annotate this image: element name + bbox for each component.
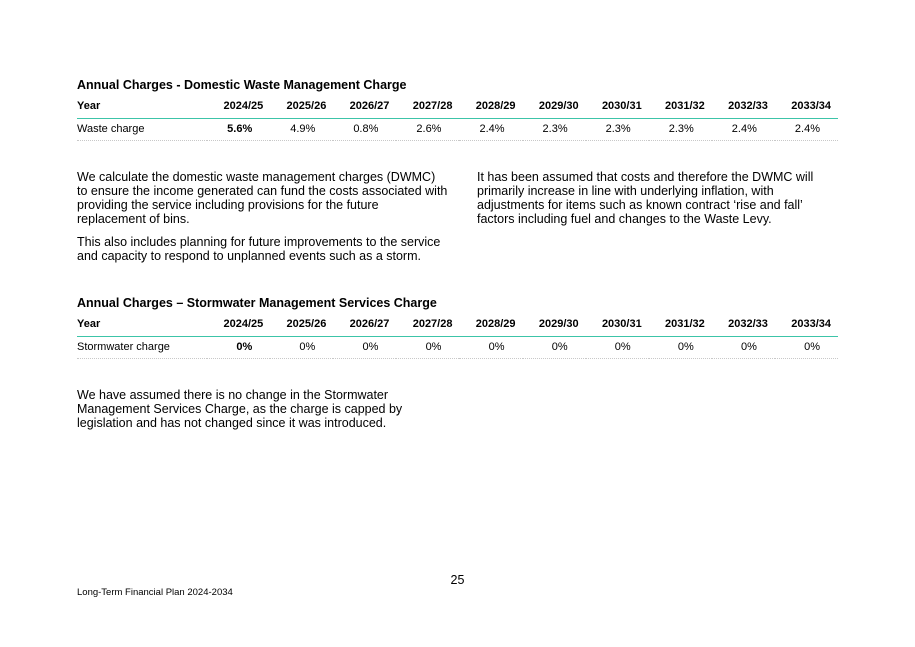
value-cell: 2.6%	[396, 118, 459, 140]
table-header-row	[77, 95, 838, 118]
year-cell: 2032/33	[712, 95, 775, 118]
value-cell: 0%	[459, 336, 522, 358]
year-cell: 2026/27	[333, 95, 396, 118]
table-row	[77, 118, 838, 140]
row-label: Stormwater charge	[77, 336, 207, 358]
year-cell: 2032/33	[712, 313, 775, 336]
year-cell: 2027/28	[396, 95, 459, 118]
year-cell: 2029/30	[523, 95, 586, 118]
year-header: Year	[77, 95, 207, 118]
value-cell: 0%	[207, 336, 270, 358]
table-row	[77, 336, 838, 358]
value-cell: 0%	[396, 336, 459, 358]
value-cell: 0%	[775, 336, 838, 358]
year-cell: 2025/26	[270, 313, 333, 336]
year-cell: 2028/29	[459, 313, 522, 336]
year-cell: 2024/25	[207, 95, 270, 118]
year-cell: 2029/30	[523, 313, 586, 336]
value-cell: 0.8%	[333, 118, 396, 140]
waste-paragraph-1: We calculate the domestic waste management charges (DWMC) to ensure the income generated can fund the costs associated with providing the service including provisions for the future replacement of bins.	[77, 170, 448, 226]
value-cell: 2.4%	[775, 118, 838, 140]
value-cell: 0%	[270, 336, 333, 358]
waste-section-title: Annual Charges - Domestic Waste Management Charge	[77, 78, 407, 92]
stormwater-charge-table	[77, 313, 838, 359]
stormwater-section-title: Annual Charges – Stormwater Management Services Charge	[77, 296, 437, 310]
waste-paragraph-3: It has been assumed that costs and therefore the DWMC will primarily increase in line with underlying inflation, with adjustments for items such as known contract ‘rise and fall’ factors including fuel and changes to the Waste Levy.	[477, 170, 814, 226]
year-cell: 2028/29	[459, 95, 522, 118]
year-header: Year	[77, 313, 207, 336]
value-cell: 0%	[649, 336, 712, 358]
value-cell: 0%	[712, 336, 775, 358]
row-label: Waste charge	[77, 118, 207, 140]
year-cell: 2033/34	[775, 313, 838, 336]
year-cell: 2024/25	[207, 313, 270, 336]
document-footer: Long-Term Financial Plan 2024-2034	[77, 587, 233, 598]
table-header-row	[77, 313, 838, 336]
page-number: 25	[450, 573, 465, 587]
year-cell: 2025/26	[270, 95, 333, 118]
value-cell: 2.3%	[649, 118, 712, 140]
year-cell: 2031/32	[649, 95, 712, 118]
value-cell: 0%	[586, 336, 649, 358]
waste-paragraph-2: This also includes planning for future improvements to the service and capacity to respond to unplanned events such as a storm.	[77, 235, 441, 263]
value-cell: 2.4%	[459, 118, 522, 140]
value-cell: 2.3%	[523, 118, 586, 140]
year-cell: 2027/28	[396, 313, 459, 336]
value-cell: 4.9%	[270, 118, 333, 140]
year-cell: 2030/31	[586, 95, 649, 118]
year-cell: 2026/27	[333, 313, 396, 336]
value-cell: 0%	[333, 336, 396, 358]
year-cell: 2030/31	[586, 313, 649, 336]
value-cell: 5.6%	[207, 118, 270, 140]
value-cell: 2.4%	[712, 118, 775, 140]
year-cell: 2031/32	[649, 313, 712, 336]
year-cell: 2033/34	[775, 95, 838, 118]
value-cell: 2.3%	[586, 118, 649, 140]
stormwater-paragraph: We have assumed there is no change in the Stormwater Management Services Charge, as the charge is capped by legislation and has not changed since it was introduced.	[77, 388, 403, 430]
value-cell: 0%	[523, 336, 586, 358]
waste-charge-table	[77, 95, 838, 141]
